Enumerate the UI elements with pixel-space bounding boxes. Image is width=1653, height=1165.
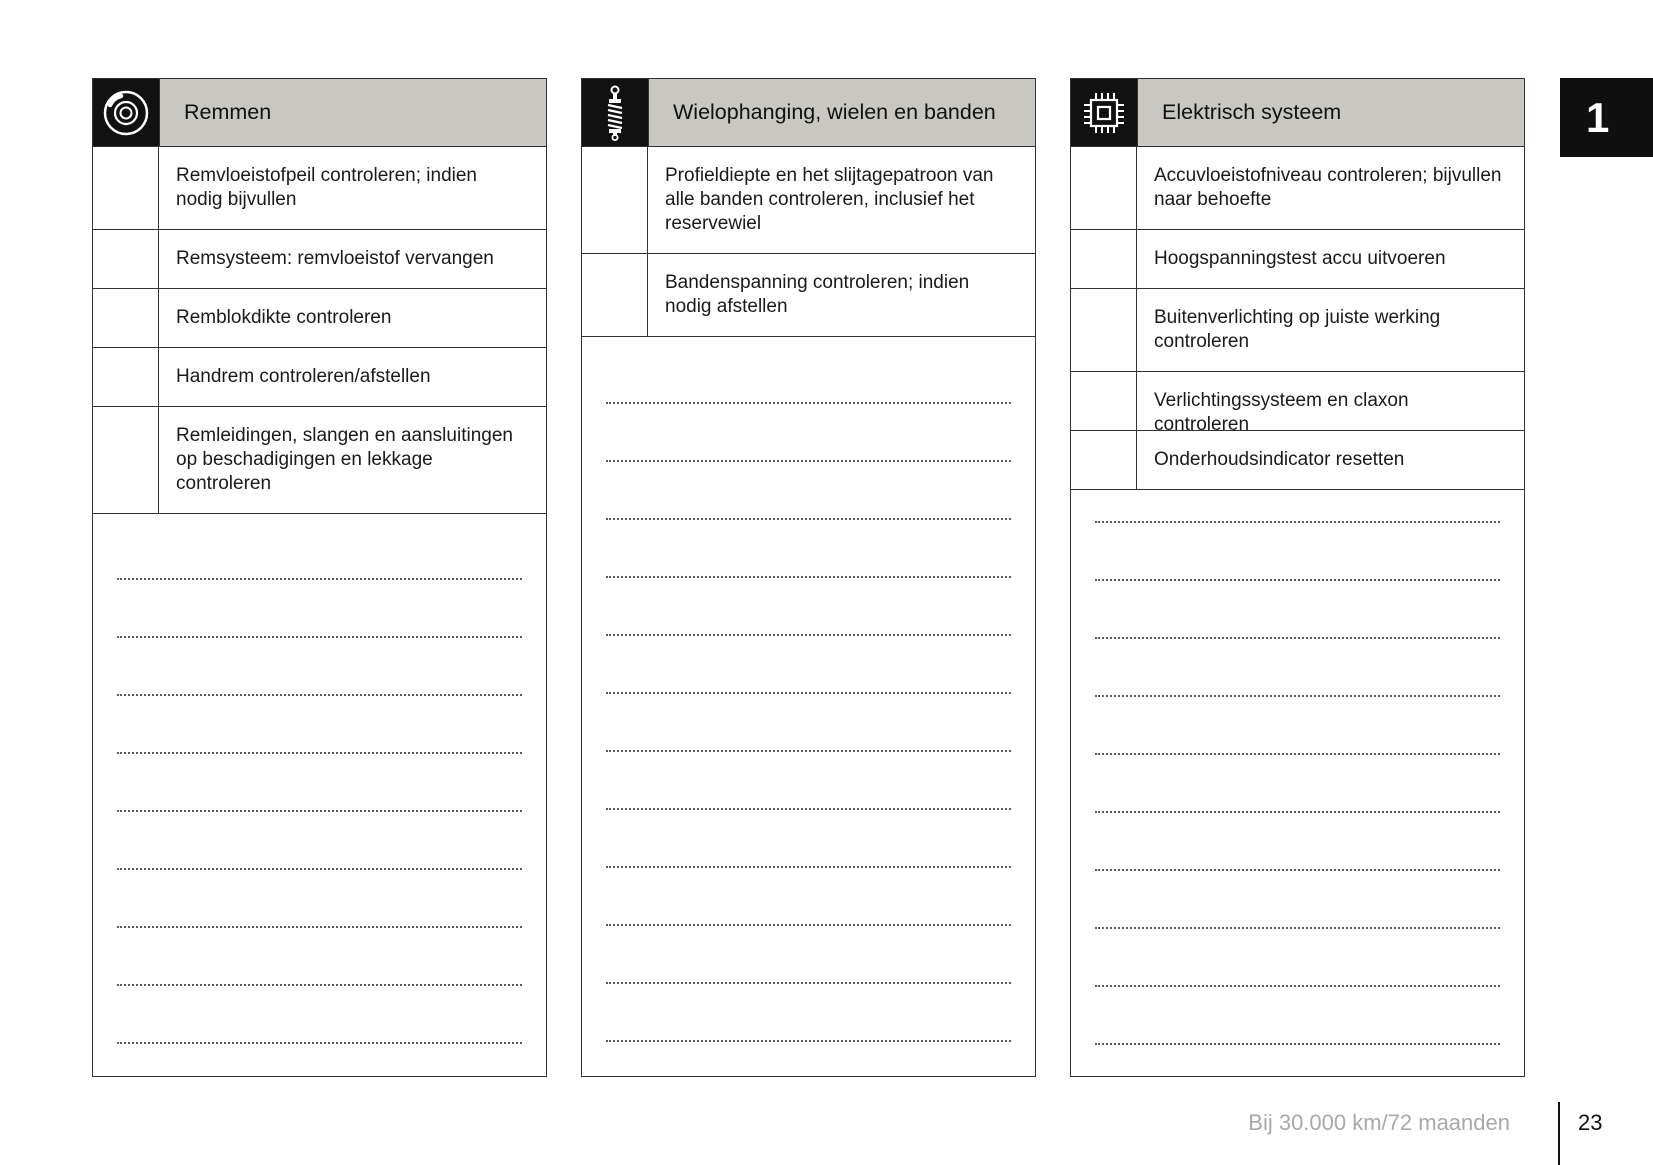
checklist-row bbox=[582, 147, 1035, 254]
checklist-item-text: Remleidingen, slangen en aansluitingen op beschadigingen en lekkage controleren bbox=[176, 425, 513, 494]
note-line bbox=[606, 750, 1011, 752]
chapter-tab: 1 bbox=[1560, 78, 1653, 157]
checkbox-cell[interactable] bbox=[93, 348, 159, 406]
panel-header bbox=[1071, 79, 1524, 147]
note-line bbox=[117, 984, 522, 986]
note-line bbox=[606, 924, 1011, 926]
note-line bbox=[606, 692, 1011, 694]
panel-title: Remmen bbox=[160, 79, 546, 146]
checklist-row bbox=[1071, 147, 1524, 230]
note-line bbox=[1095, 753, 1500, 755]
note-line bbox=[1095, 811, 1500, 813]
panel-header bbox=[582, 79, 1035, 147]
checkbox-cell[interactable] bbox=[1071, 230, 1137, 288]
checklist-row bbox=[93, 230, 546, 289]
checklist-item-text: Accuvloeistofniveau controleren; bijvullen naar behoefte bbox=[1154, 165, 1502, 210]
note-line bbox=[606, 460, 1011, 462]
panel-title: Elektrisch systeem bbox=[1138, 79, 1524, 146]
footer-divider bbox=[1558, 1102, 1560, 1165]
panel-suspension bbox=[581, 78, 1036, 1077]
checklist-row bbox=[93, 147, 546, 230]
note-line bbox=[1095, 521, 1500, 523]
note-line bbox=[117, 752, 522, 754]
checkbox-cell[interactable] bbox=[93, 230, 159, 288]
checklist-item-text: Remvloeistofpeil controleren; indien nodig bijvullen bbox=[176, 165, 477, 210]
panel-header bbox=[93, 79, 546, 147]
checklist-item-text: Remblokdikte controleren bbox=[176, 307, 392, 328]
checkbox-cell[interactable] bbox=[582, 254, 648, 336]
checklist-item-text: Bandenspanning controleren; indien nodig afstellen bbox=[665, 272, 970, 317]
note-line bbox=[117, 810, 522, 812]
note-line bbox=[1095, 985, 1500, 987]
note-line bbox=[117, 636, 522, 638]
checklist-item-text: Remsysteem: remvloeistof vervangen bbox=[176, 248, 494, 269]
checklist-row bbox=[93, 289, 546, 348]
checklist-item-text: Verlichtingssysteem en claxon controleren bbox=[1154, 390, 1409, 435]
checkbox-cell[interactable] bbox=[582, 147, 648, 253]
checkbox-cell[interactable] bbox=[93, 147, 159, 229]
note-line bbox=[117, 926, 522, 928]
checkbox-cell[interactable] bbox=[1071, 147, 1137, 229]
note-line bbox=[606, 1040, 1011, 1042]
panel-title: Wielophanging, wielen en banden bbox=[649, 79, 1035, 146]
checklist-row bbox=[1071, 431, 1524, 490]
page-number: 23 bbox=[1578, 1110, 1603, 1135]
note-line bbox=[606, 808, 1011, 810]
checklist-item-text: Hoogspanningstest accu uitvoeren bbox=[1154, 248, 1446, 269]
note-line bbox=[117, 578, 522, 580]
panel-electrical bbox=[1070, 78, 1525, 1077]
checkbox-cell[interactable] bbox=[93, 289, 159, 347]
checkbox-cell[interactable] bbox=[1071, 431, 1137, 489]
shock-absorber-icon bbox=[582, 79, 649, 146]
checkbox-cell[interactable] bbox=[1071, 289, 1137, 371]
checklist-item-text: Handrem controleren/afstellen bbox=[176, 366, 431, 387]
checkbox-cell[interactable] bbox=[1071, 372, 1137, 430]
checklist-item-text: Onderhoudsindicator resetten bbox=[1154, 449, 1405, 470]
note-line bbox=[606, 518, 1011, 520]
note-line bbox=[1095, 927, 1500, 929]
note-line bbox=[606, 982, 1011, 984]
panel-brakes bbox=[92, 78, 547, 1077]
brake-disc-icon bbox=[93, 79, 160, 146]
checklist-row bbox=[93, 348, 546, 407]
note-line bbox=[606, 402, 1011, 404]
note-line bbox=[1095, 869, 1500, 871]
chip-icon bbox=[1071, 79, 1138, 146]
note-line bbox=[606, 634, 1011, 636]
note-line bbox=[1095, 1043, 1500, 1045]
checklist-item-text: Profieldiepte en het slijtagepatroon van alle banden controleren, inclusief het reservewiel bbox=[665, 165, 994, 234]
checklist-row bbox=[1071, 230, 1524, 289]
checkbox-cell[interactable] bbox=[93, 407, 159, 513]
note-line bbox=[606, 866, 1011, 868]
footer-interval: Bij 30.000 km/72 maanden bbox=[1248, 1110, 1510, 1135]
note-line bbox=[117, 868, 522, 870]
note-line bbox=[1095, 695, 1500, 697]
checklist-row bbox=[582, 254, 1035, 337]
note-line bbox=[1095, 579, 1500, 581]
note-line bbox=[1095, 637, 1500, 639]
note-line bbox=[117, 694, 522, 696]
checklist-row bbox=[93, 407, 546, 514]
note-line bbox=[606, 576, 1011, 578]
note-line bbox=[117, 1042, 522, 1044]
checklist-row bbox=[1071, 372, 1524, 435]
checklist-item-text: Buitenverlichting op juiste werking controleren bbox=[1154, 307, 1441, 352]
checklist-row bbox=[1071, 289, 1524, 372]
